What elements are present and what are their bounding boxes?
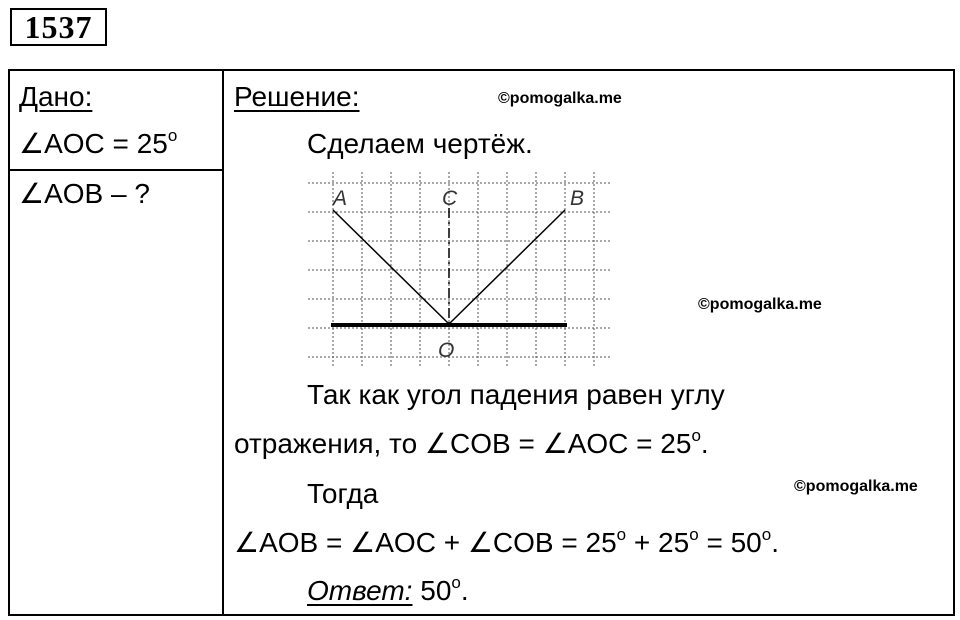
watermark-3: ©pomogalka.me — [794, 478, 918, 495]
watermark-1: ©pomogalka.me — [498, 90, 622, 107]
column-divider — [222, 69, 224, 616]
ray-ob — [449, 210, 565, 324]
given-heading: Дано: — [19, 81, 93, 112]
answer-line: Ответ: 50$^o$. — [307, 573, 469, 606]
given-question: ∠AOB – ? — [19, 178, 150, 209]
label-a: A — [333, 187, 348, 210]
given-divider — [8, 169, 224, 171]
problem-number: 1537 — [10, 8, 107, 46]
label-c: C — [442, 187, 458, 210]
answer-label: Ответ: — [307, 575, 413, 606]
ray-ao — [333, 210, 449, 324]
solution-line-4: Тогда — [307, 478, 379, 509]
solution-equation: ∠AOB = ∠AOC + ∠COB = $25^o + 25^o = 50^o$. — [234, 525, 779, 558]
solution-line-3: отражения, то ∠COB = ∠AOC = $25^o$. — [234, 426, 709, 459]
given-condition: ∠AOC = $25^o$ — [19, 126, 178, 159]
solution-line-2: Так как угол падения равен углу — [307, 379, 725, 410]
reflection-diagram — [300, 172, 620, 372]
solution-line-1: Сделаем чертёж. — [307, 128, 533, 159]
grid-lines — [308, 172, 612, 367]
watermark-2: ©pomogalka.me — [698, 296, 822, 313]
label-o: O — [438, 339, 455, 362]
label-b: B — [570, 187, 585, 210]
solution-heading: Решение: — [234, 81, 360, 112]
